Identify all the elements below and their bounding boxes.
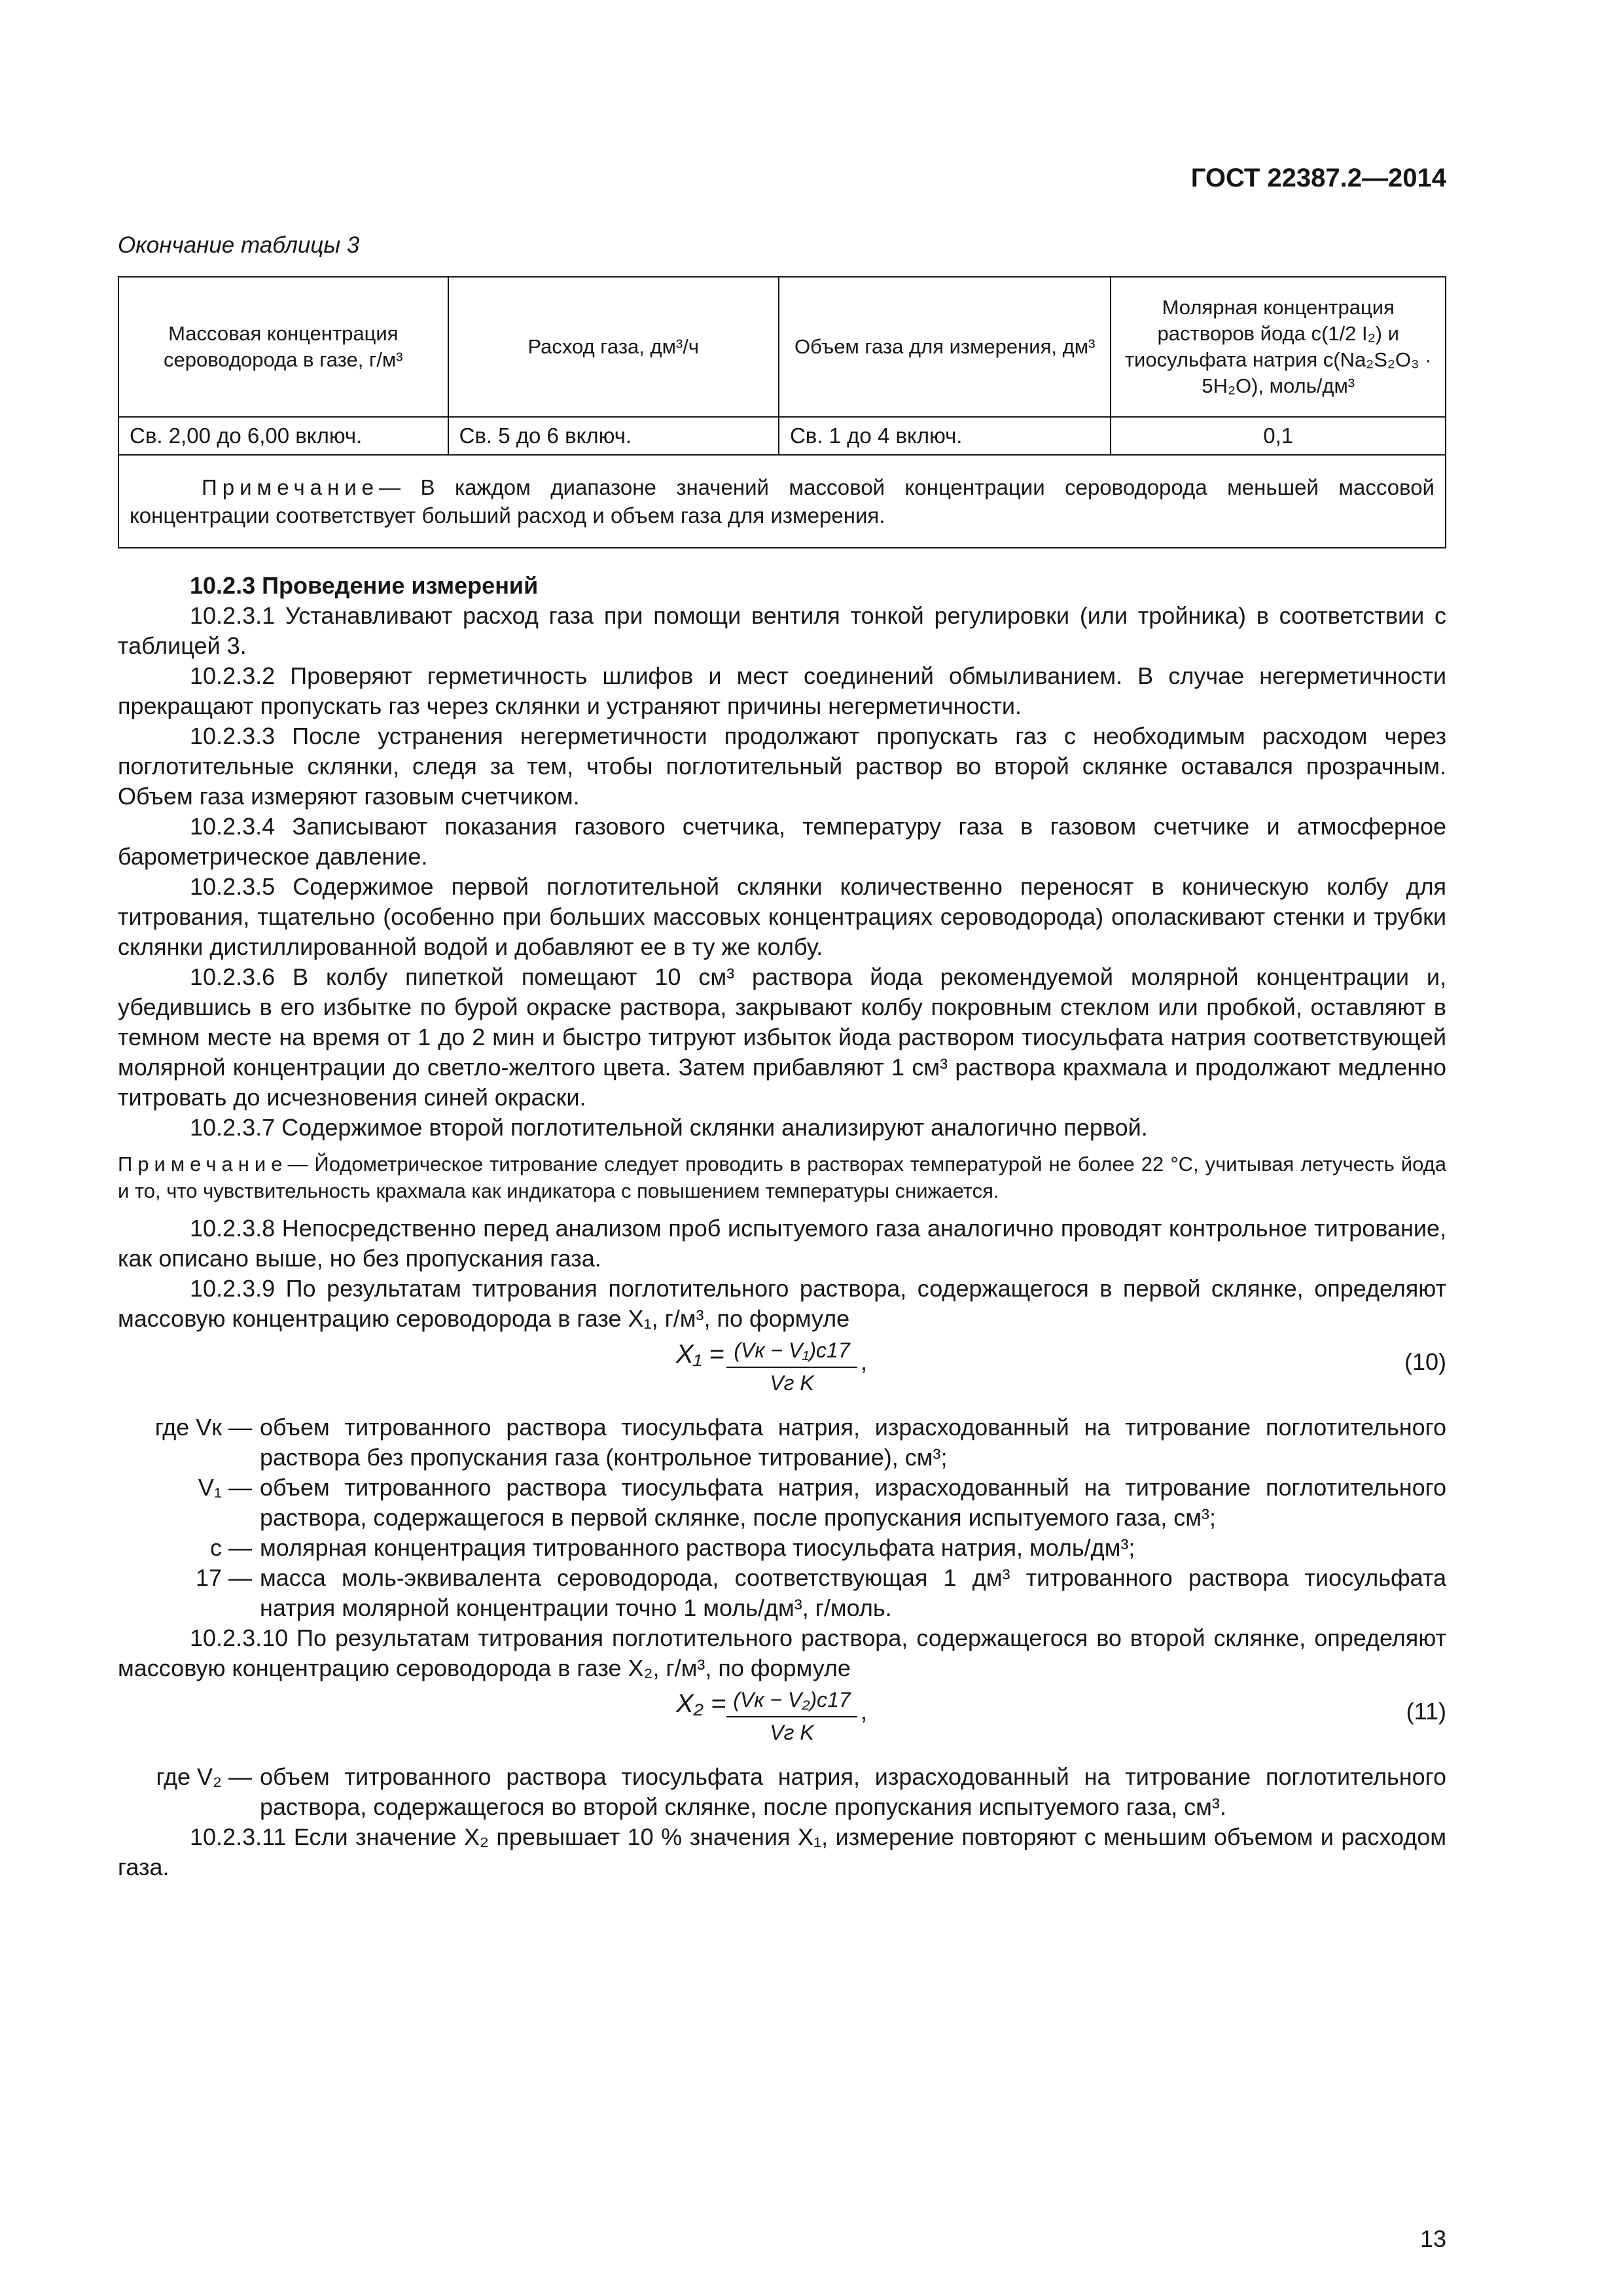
where-item	[118, 1412, 1446, 1473]
paragraph: 10.2.3.2 Проверяют герметичность шлифов и мест соединений обмыливанием. В случае негерметичности прекращают пропускать газ через склянки и устраняют причины негерметичности.	[118, 662, 1446, 719]
where-item	[118, 1762, 1446, 1822]
formula-fraction	[726, 1685, 857, 1748]
where-key: где V₂ —	[156, 1763, 252, 1790]
where-item	[118, 1533, 1446, 1563]
table-header-cell: Молярная концентрация растворов йода c(1/2 I₂) и тиосульфата натрия c(Na₂S₂O₃ · 5H₂O), моль/дм³	[1111, 277, 1446, 417]
note-label: Примечание	[202, 475, 380, 499]
paragraph: 10.2.3.10 По результатам титрования поглотительного раствора, содержащегося во второй склянке, определяют массовую концентрацию сероводорода в газе X₂, г/м³, по формуле	[118, 1624, 1446, 1681]
formula-11	[118, 1683, 1446, 1762]
paragraph: 10.2.3.9 По результатам титрования поглотительного раствора, содержащегося в первой склянке, определяют массовую концентрацию сероводорода в газе X₁, г/м³, по формуле	[118, 1275, 1446, 1332]
table-cell: Св. 5 до 6 включ.	[448, 417, 779, 455]
where-text: объем титрованного раствора тиосульфата натрия, израсходованный на титрование поглотительного раствора, содержащегося во второй склянке, после пропускания испытуемого газа, см³.	[260, 1763, 1446, 1820]
formula-number: (10)	[1404, 1348, 1446, 1375]
paragraph: 10.2.3.3 После устранения негерметичности продолжают пропускать газ с необходимым расходом через поглотительные склянки, следя за тем, чтобы поглотительный раствор во второй склянке оставался прозрачным. Объем газа измеряют газовым счетчиком.	[118, 723, 1446, 810]
formula-lhs: X₂ =	[676, 1689, 726, 1718]
table-header-row	[118, 277, 1446, 417]
where-item	[118, 1473, 1446, 1533]
page-number: 13	[1419, 2225, 1446, 2252]
table-note-row	[118, 455, 1446, 548]
section-title: 10.2.3 Проведение измерений	[190, 572, 539, 599]
paragraph: 10.2.3.1 Устанавливают расход газа при помощи вентиля тонкой регулировки (или тройника) в соответствии с таблицей 3.	[118, 602, 1446, 659]
table-3	[118, 276, 1446, 548]
paragraph: 10.2.3.5 Содержимое первой поглотительной склянки количественно переносят в коническую колбу для титрования, тщательно (особенно при больших массовых концентрациях сероводорода) ополаскивают стенки и трубки склянки дистиллированной водой и добавляют ее в ту же колбу.	[118, 873, 1446, 960]
paragraph: 10.2.3.6 В колбу пипеткой помещают 10 см³ раствора йода рекомендуемой молярной концентрации и, убедившись в его избытке по бурой окраске раствора, закрывают колбу покровным стеклом или пробкой, оставляют в темном месте на время от 1 до 2 мин и быстро титруют избыток йода раствором тиосульфата натрия соответствующей молярной концентрации до светло-желтого цвета. Затем прибавляют 1 см³ раствора крахмала и продолжают медленно титровать до исчезновения синей окраски.	[118, 963, 1446, 1111]
paragraph: 10.2.3.7 Содержимое второй поглотительной склянки анализируют аналогично первой.	[190, 1114, 1148, 1141]
formula-lhs: X₁ =	[676, 1340, 724, 1369]
paragraph: 10.2.3.8 Непосредственно перед анализом проб испытуемого газа аналогично проводят контрольное титрование, как описано выше, но без пропускания газа.	[118, 1215, 1446, 1272]
formula-10	[118, 1334, 1446, 1412]
table-caption: Окончание таблицы 3	[118, 232, 360, 258]
where-text: объем титрованного раствора тиосульфата натрия, израсходованный на титрование поглотительного раствора без пропускания газа (контрольное титрование), см³;	[260, 1414, 1446, 1471]
table-header-cell: Массовая концентрация сероводорода в газе, г/м³	[118, 277, 448, 417]
where-item	[118, 1563, 1446, 1623]
note-text: — В каждом диапазоне значений массовой концентрации сероводорода меньшей массовой концентрации соответствует больший расход и объем газа для измерения.	[130, 475, 1435, 528]
table-header-cell: Объем газа для измерения, дм³	[779, 277, 1111, 417]
formula-fraction	[726, 1335, 857, 1398]
where-key: 17 —	[195, 1564, 252, 1591]
paragraph: 10.2.3.4 Записывают показания газового счетчика, температуру газа в газовом счетчике и атмосферное барометрическое давление.	[118, 813, 1446, 870]
table-cell: 0,1	[1111, 417, 1446, 455]
formula-comma: ,	[861, 1698, 868, 1725]
note-block	[118, 1151, 1446, 1204]
formula-denominator: Vг K	[770, 1721, 814, 1744]
formula-number: (11)	[1406, 1698, 1446, 1725]
where-text: молярная концентрация титрованного раствора тиосульфата натрия, моль/дм³;	[260, 1534, 1135, 1561]
where-key: c —	[209, 1534, 252, 1561]
document-body	[118, 571, 1446, 1882]
where-key: где Vк —	[154, 1414, 252, 1441]
note-label: Примечание	[118, 1153, 288, 1175]
where-key: V₁ —	[198, 1474, 252, 1501]
table-row	[118, 417, 1446, 455]
table-cell: Св. 1 до 4 включ.	[779, 417, 1111, 455]
formula-numerator: (Vк − V₂)c17	[726, 1685, 857, 1717]
table-note	[118, 455, 1446, 548]
paragraph: 10.2.3.11 Если значение X₂ превышает 10 % значения X₁, измерение повторяют с меньшим объемом и расходом газа.	[118, 1823, 1446, 1880]
table-header-cell: Расход газа, дм³/ч	[448, 277, 779, 417]
formula-numerator: (Vк − V₁)c17	[726, 1335, 857, 1368]
note-text: — Йодометрическое титрование следует проводить в растворах температурой не более 22 °C, учитывая летучесть йода и то, что чувствительность крахмала как индикатора с повышением температуры снижается.	[118, 1153, 1446, 1202]
page-header-standard: ГОСТ 22387.2—2014	[1190, 164, 1446, 192]
table-cell: Св. 2,00 до 6,00 включ.	[118, 417, 448, 455]
document-page	[118, 0, 1446, 2296]
where-text: масса моль-эквивалента сероводорода, соответствующая 1 дм³ титрованного раствора тиосульфата натрия молярной концентрации точно 1 моль/дм³, г/моль.	[260, 1564, 1446, 1621]
formula-denominator: Vг K	[770, 1371, 814, 1395]
where-text: объем титрованного раствора тиосульфата натрия, израсходованный на титрование поглотительного раствора, содержащегося в первой склянке, после пропускания испытуемого газа, см³;	[260, 1474, 1446, 1531]
formula-comma: ,	[861, 1348, 868, 1375]
